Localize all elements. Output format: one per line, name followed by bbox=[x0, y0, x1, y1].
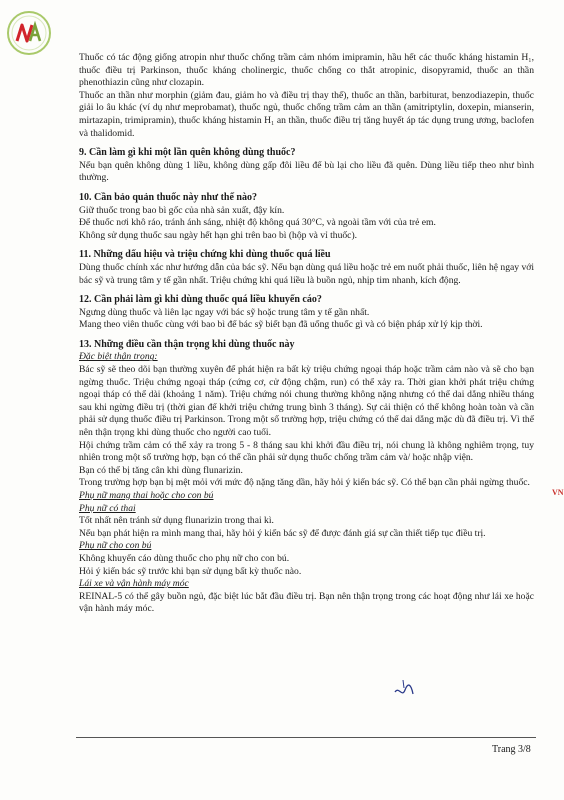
section-13-paragraph-7: Không khuyến cáo dùng thuốc cho phụ nữ cho con bú. bbox=[79, 552, 290, 564]
footer-divider bbox=[76, 737, 536, 738]
section-9-heading: 9. Cần làm gì khi một lần quên không dùng thuốc? bbox=[79, 147, 296, 159]
breastfeeding-subheading: Phụ nữ cho con bú bbox=[79, 540, 152, 552]
section-12-line-1: Ngưng dùng thuốc và liên lạc ngay với bác sỹ hoặc trung tâm y tế gần nhất. bbox=[79, 306, 370, 318]
driving-subheading: Lái xe và vận hành máy móc bbox=[79, 578, 189, 590]
section-10-line-3: Không sử dụng thuốc sau ngày hết hạn ghi trên bao bì (hộp và vỉ thuốc). bbox=[79, 229, 358, 241]
section-13-paragraph-6: Nếu bạn phát hiện ra mình mang thai, hãy hỏi ý kiến bác sỹ để được đánh giá sự cần thiết tiếp tục điều trị. bbox=[79, 527, 486, 539]
intro-paragraph-1: Thuốc có tác động giống atropin như thuốc chống trầm cảm nhóm imipramin, hầu hết các thuốc kháng histamin H₁, thuốc điều trị Parkinson, thuốc kháng cholinergic, thuốc chống co thắt atropinic, disopyramid, thuốc an thần phenothiazin cũng như clozapin. bbox=[79, 52, 534, 89]
pregnancy-lactation-subheading: Phụ nữ mang thai hoặc cho con bú bbox=[79, 490, 214, 501]
section-11-body: Dùng thuốc chính xác như hướng dẫn của bác sỹ. Nếu bạn dùng quá liều hoặc trẻ em nuốt phải thuốc, liên hệ ngay với bác sỹ và trung tâm y tế gần nhất. Triệu chứng khi quá liều là buồn ngủ, nhịp tim nhanh, kích động. bbox=[79, 261, 534, 286]
section-13-paragraph-5: Tốt nhất nên tránh sử dụng flunarizin trong thai kì. bbox=[79, 515, 274, 527]
pregnant-subheading: Phụ nữ có thai bbox=[79, 502, 136, 514]
section-13-paragraph-4: Trong trường hợp bạn bị mệt mỏi với mức độ nặng tăng dần, hãy hỏi ý kiến bác sỹ. Có thể bạn cần phải ngừng thuốc. bbox=[79, 477, 530, 489]
section-13-paragraph-8: Hỏi ý kiến bác sỹ trước khi bạn sử dụng bất kỳ thuốc nào. bbox=[79, 565, 302, 577]
section-13-paragraph-1: Bác sỹ sẽ theo dõi bạn thường xuyên để phát hiện ra bất kỳ triệu chứng ngoại tháp hoặc trầm cảm nào và sẽ cho bạn ngừng thuốc. Triệu chứng ngoại tháp (cứng cơ, cử động chậm, run) có thể xảy ra. Thời gian khởi phát triệu chứng ngoại tháp có thể dài (khoảng 1 năm). Triệu chứng nói chung thường không nặng nhưng có thể dai dẳng nhiều tháng sau khi ngừng điều trị (thời gian để khởi triệu chứng trung bình 3 tháng). Sự cải thiện có thể không hoàn toàn và cần phải sử dụng thuốc điều trị Parkinson. Trong một số trường hợp, triệu chứng có thể dai dẳng mặc dù đã điều trị. Vì thế nên thận trọng khi dùng thuốc cho người cao tuổi. bbox=[79, 364, 534, 439]
section-13-paragraph-3: Bạn có thể bị tăng cân khi dùng flunarizin. bbox=[79, 464, 243, 476]
nhathuoc-logo bbox=[6, 10, 52, 56]
initials-signature bbox=[391, 678, 417, 704]
section-10-heading: 10. Cần bảo quản thuốc này như thế nào? bbox=[79, 191, 257, 203]
section-10-line-1: Giữ thuốc trong bao bì gốc của nhà sản xuất, đậy kín. bbox=[79, 204, 285, 216]
section-13-paragraph-2: Hội chứng trầm cảm có thể xảy ra trong 5 - 8 tháng sau khi khởi đầu điều trị, nói chung là không nghiêm trọng, tuy nhiên trong một số trường hợp, bạn có thể cần phải sử dụng thuốc chống trầm cảm và/ hoặc nhập viện. bbox=[79, 439, 534, 464]
special-caution-subheading: Đặc biệt thận trọng: bbox=[79, 351, 158, 363]
section-9-body: Nếu bạn quên không dùng 1 liều, không dùng gấp đôi liều để bù lại cho liều đã quên. Dùng liều tiếp theo như bình thường. bbox=[79, 159, 534, 184]
intro-paragraph-2: Thuốc an thần như morphin (giảm đau, giảm ho và điều trị thay thế), thuốc an thần, barbiturat, benzodiazepin, thuốc giải lo âu khác (ví dụ như meprobamat), thuốc ngủ, thuốc chống trầm cảm an thần (amitriptylin, doxepin, mianserin, mirtazapin, trimipramin), thuốc kháng histamin H₁ an thần, thuốc điều trị tăng huyết áp tác dụng trung ương, baclofen và thalidomid. bbox=[79, 89, 534, 139]
section-13-paragraph-9: REINAL-5 có thể gây buồn ngủ, đặc biệt lúc bắt đầu điều trị. Bạn nên thận trọng trong các hoạt động như lái xe hoặc vận hành máy móc. bbox=[79, 590, 534, 615]
section-10-line-2: Để thuốc nơi khô ráo, tránh ánh sáng, nhiệt độ không quá 30°C, và ngoài tầm với của trẻ em. bbox=[79, 217, 436, 229]
section-11-heading: 11. Những dấu hiệu và triệu chứng khi dùng thuốc quá liều bbox=[79, 249, 331, 261]
edge-stamp-text: VN bbox=[552, 488, 564, 497]
section-12-line-2: Mang theo viên thuốc cùng với bao bì để bác sỹ biết bạn đã uống thuốc gì và có biện pháp xử lý kịp thời. bbox=[79, 319, 483, 331]
document-body bbox=[79, 52, 534, 616]
page-number: Trang 3/8 bbox=[492, 744, 531, 755]
section-13-heading: 13. Những điều cần thận trọng khi dùng thuốc này bbox=[79, 338, 295, 350]
section-12-heading: 12. Cần phải làm gì khi dùng thuốc quá liều khuyến cáo? bbox=[79, 294, 322, 306]
